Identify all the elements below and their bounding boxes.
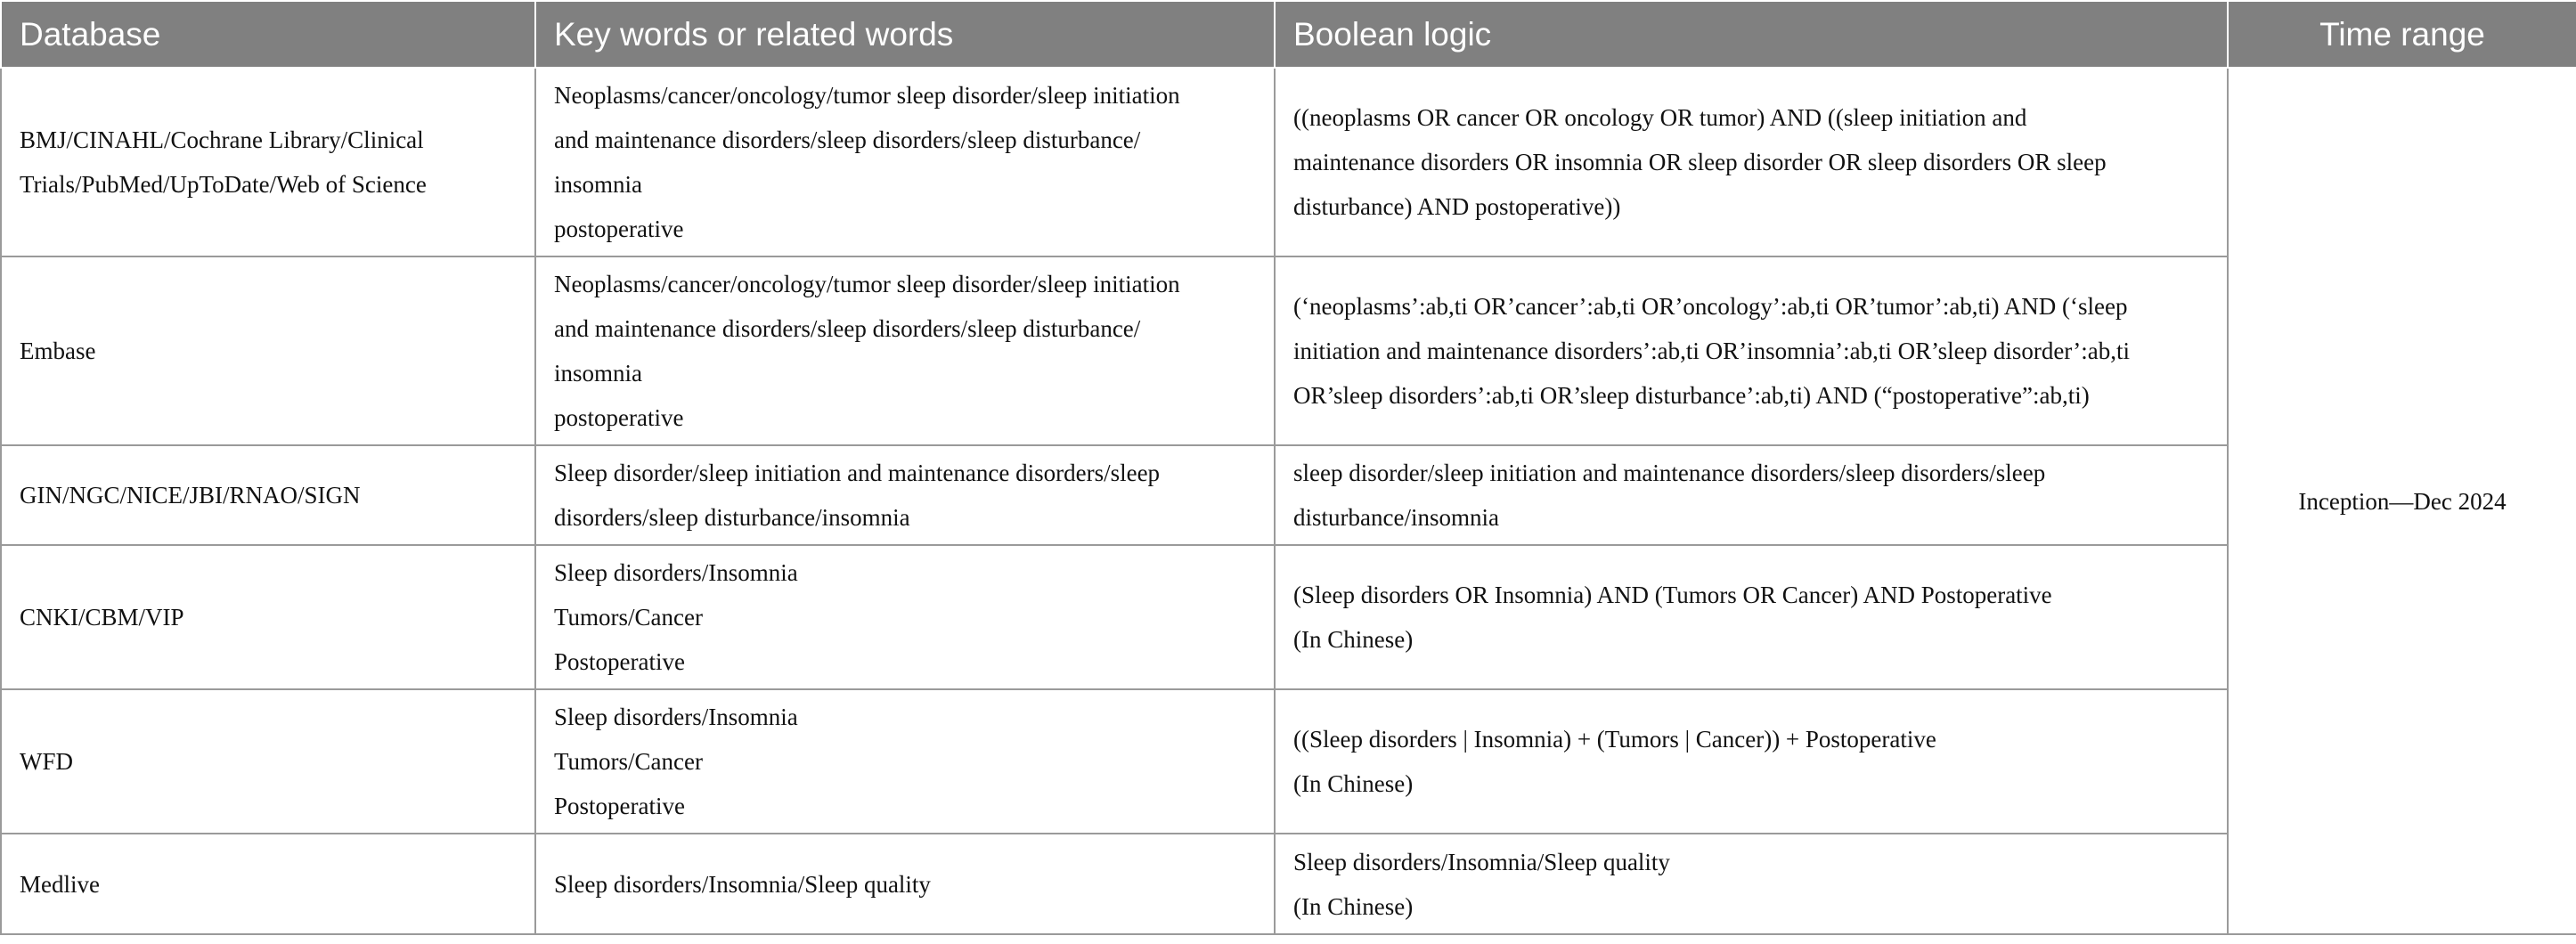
cell-database: GIN/NGC/NICE/JBI/RNAO/SIGN bbox=[1, 445, 535, 545]
cell-boolean-logic: sleep disorder/sleep initiation and maintenance disorders/sleep disorders/sleep disturbance/insomnia bbox=[1275, 445, 2228, 545]
header-boolean-logic: Boolean logic bbox=[1275, 1, 2228, 68]
table-row bbox=[1, 68, 2576, 256]
cell-database: WFD bbox=[1, 689, 535, 834]
cell-database: Medlive bbox=[1, 834, 535, 934]
table-row bbox=[1, 689, 2576, 834]
cell-keywords: Sleep disorders/Insomnia Tumors/Cancer Postoperative bbox=[535, 689, 1275, 834]
table-row bbox=[1, 256, 2576, 445]
cell-keywords: Sleep disorder/sleep initiation and maintenance disorders/sleep disorders/sleep disturbance/insomnia bbox=[535, 445, 1275, 545]
header-database: Database bbox=[1, 1, 535, 68]
cell-keywords: Sleep disorders/Insomnia/Sleep quality bbox=[535, 834, 1275, 934]
header-keywords: Key words or related words bbox=[535, 1, 1275, 68]
cell-boolean-logic: Sleep disorders/Insomnia/Sleep quality (In Chinese) bbox=[1275, 834, 2228, 934]
cell-boolean-logic: ((neoplasms OR cancer OR oncology OR tumor) AND ((sleep initiation and maintenance disorders OR insomnia OR sleep disorder OR sleep disorders OR sleep disturbance) AND postoperative)) bbox=[1275, 68, 2228, 256]
cell-database: BMJ/CINAHL/Cochrane Library/Clinical Trials/PubMed/UpToDate/Web of Science bbox=[1, 68, 535, 256]
cell-time-range: Inception—Dec 2024 bbox=[2228, 68, 2576, 934]
header-row bbox=[1, 1, 2576, 68]
header-time-range: Time range bbox=[2228, 1, 2576, 68]
cell-boolean-logic: ((Sleep disorders | Insomnia) + (Tumors | Cancer)) + Postoperative (In Chinese) bbox=[1275, 689, 2228, 834]
cell-keywords: Neoplasms/cancer/oncology/tumor sleep disorder/sleep initiation and maintenance disorders/sleep disorders/sleep disturbance/ insomnia postoperative bbox=[535, 256, 1275, 445]
cell-database: CNKI/CBM/VIP bbox=[1, 545, 535, 689]
cell-boolean-logic: (Sleep disorders OR Insomnia) AND (Tumors OR Cancer) AND Postoperative (In Chinese) bbox=[1275, 545, 2228, 689]
cell-keywords: Sleep disorders/Insomnia Tumors/Cancer Postoperative bbox=[535, 545, 1275, 689]
cell-database: Embase bbox=[1, 256, 535, 445]
cell-boolean-logic: (‘neoplasms’:ab,ti OR’cancer’:ab,ti OR’oncology’:ab,ti OR’tumor’:ab,ti) AND (‘sleep initiation and maintenance disorders’:ab,ti OR’insomnia’:ab,ti OR’sleep disorder’:ab,ti OR’sleep disorders’:ab,ti OR’sleep disturbance’:ab,ti) AND (“postoperative”:ab,ti) bbox=[1275, 256, 2228, 445]
table-row bbox=[1, 545, 2576, 689]
cell-keywords: Neoplasms/cancer/oncology/tumor sleep disorder/sleep initiation and maintenance disorders/sleep disorders/sleep disturbance/ insomnia postoperative bbox=[535, 68, 1275, 256]
table-row bbox=[1, 445, 2576, 545]
table-row bbox=[1, 834, 2576, 934]
